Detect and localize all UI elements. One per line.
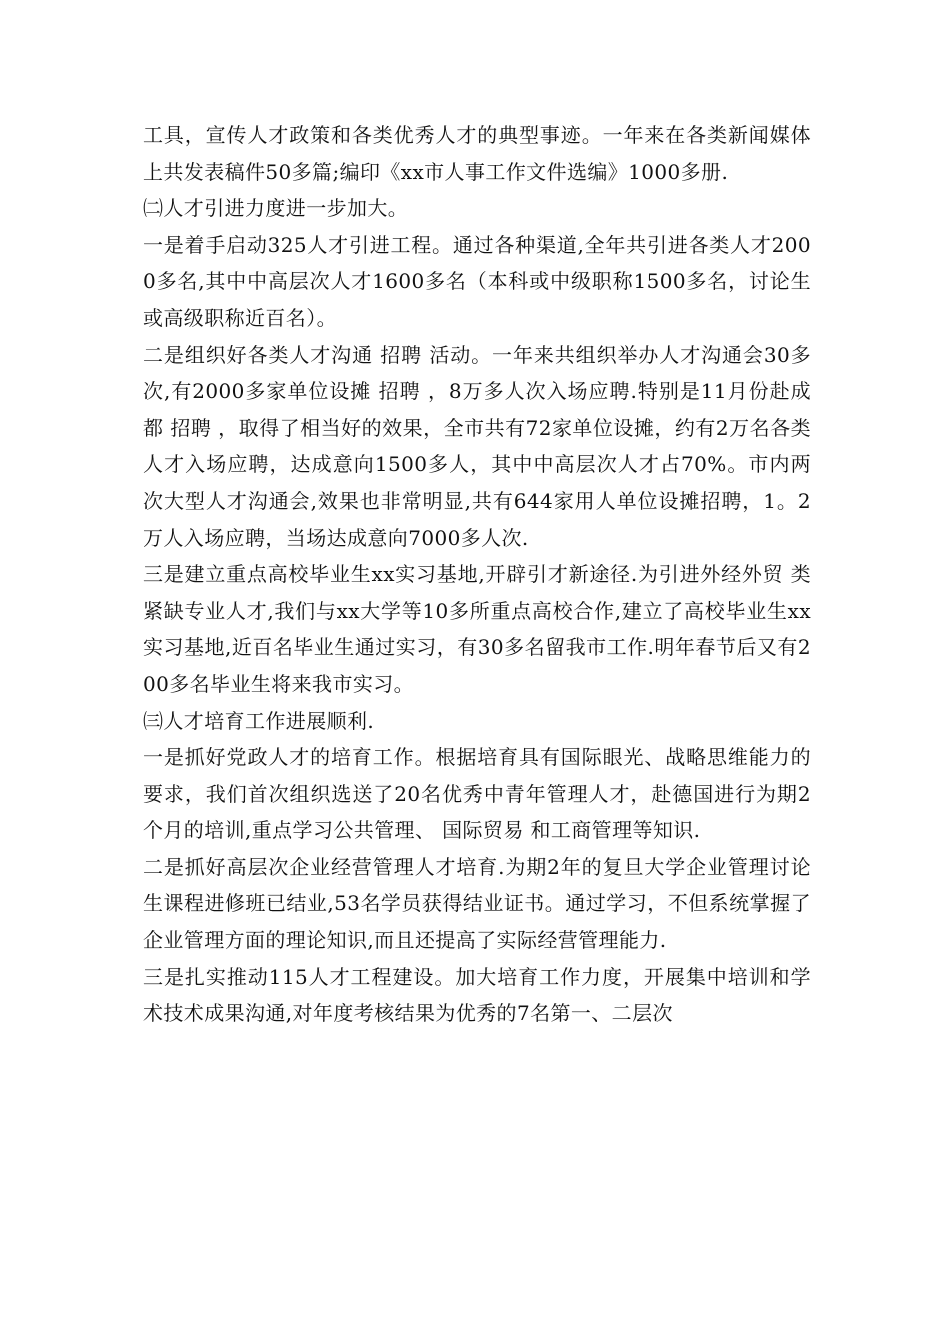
paragraph-party-talent-training: 一是抓好党政人才的培育工作。根据培育具有国际眼光、战略思维能力的要求，我们首次组织选送了20名优秀中青年管理人才，赴德国进行为期2个月的培训,重点学习公共管理、 国际贸易 和工商管理等知识. [143,745,811,843]
section-heading-talent-introduction: ㈡人才引进力度进一步加大。 [143,196,409,221]
paragraph-publicity: 工具，宣传人才政策和各类优秀人才的典型事迹。一年来在各类新闻媒体上共发表稿件50多篇;编印《xx市人事工作文件选编》1000多册. [143,123,811,184]
paragraph-recruitment-events: 二是组织好各类人才沟通 招聘 活动。一年来共组织举办人才沟通会30多次,有2000多家单位设摊 招聘 ，8万多人次入场应聘.特别是11月份赴成都 招聘 ，取得了相当好的效果，全市共有72家单位设摊，约有2万名各类人才入场应聘，达成意向1500多人，其中中高层次人才占70%。市内两次大型人才沟通会,效果也非常明显,共有644家用人单位设摊招聘，1。2万人入场应聘，当场达成意向7000多人次. [143,342,811,550]
section-heading-talent-training: ㈢人才培育工作进展顺利. [143,708,375,733]
paragraph-enterprise-management-training: 二是抓好高层次企业经营管理人才培育.为期2年的复旦大学企业管理讨论生课程进修班已结业,53名学员获得结业证书。通过学习，不但系统掌握了企业管理方面的理论知识,而且还提高了实际经营管理能力. [143,854,811,953]
document-body [143,117,811,1032]
paragraph-internship-base: 三是建立重点高校毕业生xx实习基地,开辟引才新途径.为引进外经外贸 类紧缺专业人才,我们与xx大学等10多所重点高校合作,建立了高校毕业生xx实习基地,近百名毕业生通过实习，有30多名留我市工作.明年春节后又有200多名毕业生将来我市实习。 [143,562,811,696]
paragraph-115-project: 三是扎实推动115人才工程建设。加大培育工作力度，开展集中培训和学术技术成果沟通,对年度考核结果为优秀的7名第一、二层次 [143,964,811,1026]
paragraph-325-project: 一是着手启动325人才引进工程。通过各种渠道,全年共引进各类人才2000多名,其中中高层次人才1600多名（本科或中级职称1500多名，讨论生或高级职称近百名）。 [143,232,811,330]
